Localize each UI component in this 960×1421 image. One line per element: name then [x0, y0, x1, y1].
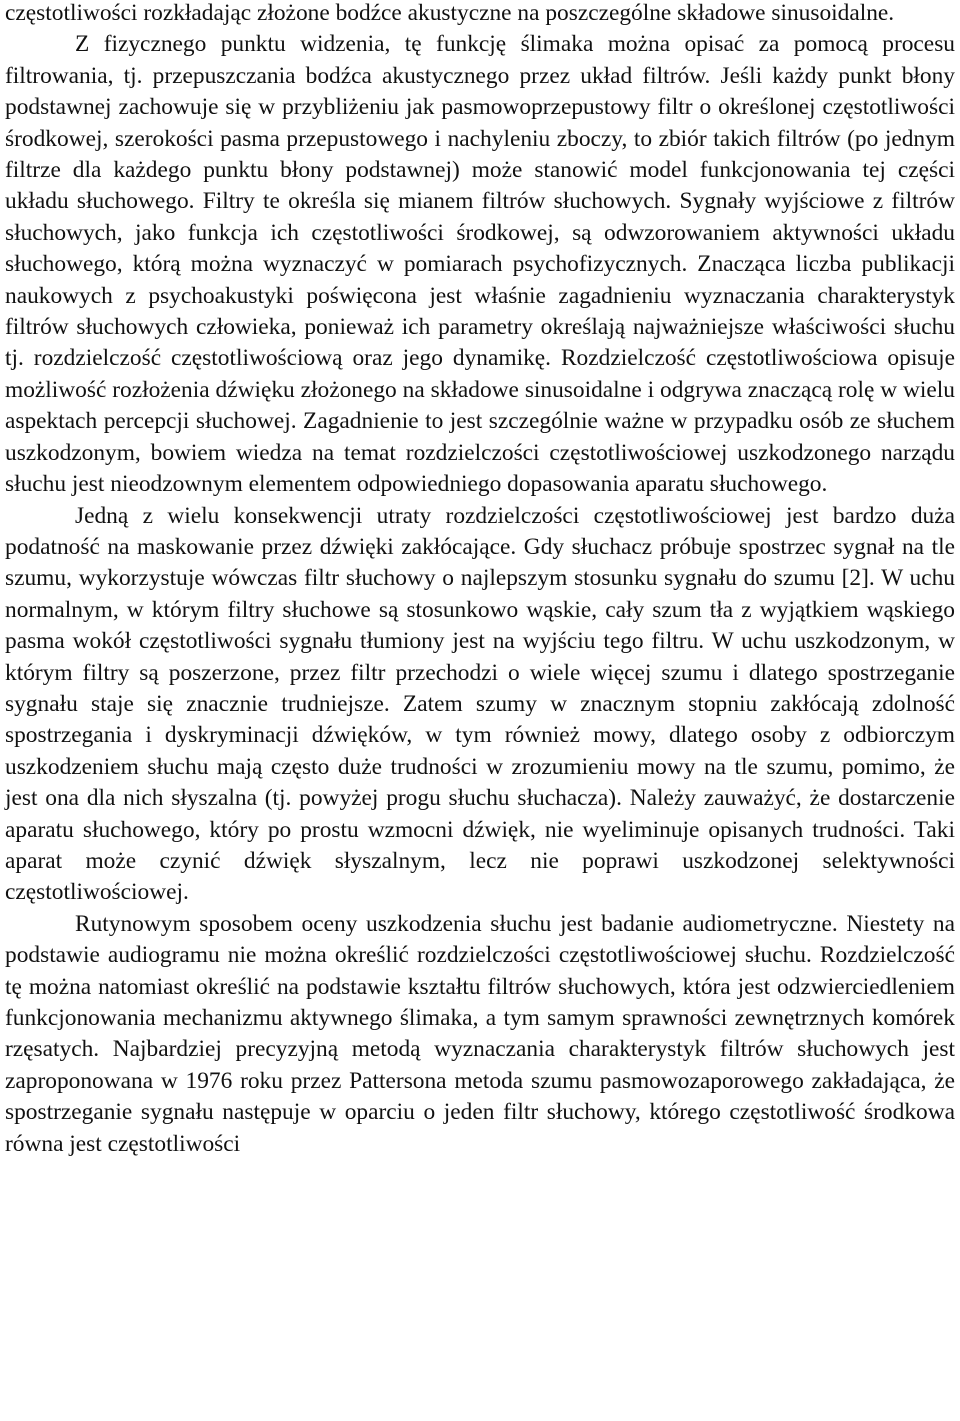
paragraph-filters: Z fizycznego punktu widzenia, tę funkcję ślimaka można opisać za pomocą procesu filtrowania, tj. przepuszczania bodźca akustycznego przez układ filtrów. Jeśli każdy punkt błony podstawnej zachowuje się w przybliżeniu jak pasmowoprzepustowy filtr o określonej częstotliwości środkowej, szerokości pasma przepustowego i nachyleniu zboczy, to zbiór takich filtrów (po jednym filtrze dla każdego punktu błony podstawnej) może stanowić model funkcjonowania tej części układu słuchowego. Filtry te określa się mianem filtrów słuchowych. Sygnały wyjściowe z filtrów słuchowych, jako funkcja ich częstotliwości środkowej, są odwzorowaniem aktywności układu słuchowego, którą można wyznaczyć w pomiarach psychofizycznych. Znacząca liczba publikacji naukowych z psychoakustyki poświęcona jest właśnie zagadnieniu wyznaczania charakterystyk filtrów słuchowych człowieka, ponieważ ich parametry określają najważniejsze właściwości słuchu tj. rozdzielczość częstotliwościową oraz jego dynamikę. Rozdzielczość częstotliwościowa opisuje możliwość rozłożenia dźwięku złożonego na składowe sinusoidalne i odgrywa znaczącą rolę w wielu aspektach percepcji słuchowej. Zagadnienie to jest szczególnie ważne w przypadku osób ze słuchem uszkodzonym, bowiem wiedza na temat rozdzielczości częstotliwościowej uszkodzonego narządu słuchu jest nieodzownym elementem odpowiedniego dopasowania aparatu słuchowego.	[5, 31, 955, 498]
paragraph-audiometry: Rutynowym sposobem oceny uszkodzenia słuchu jest badanie audiometryczne. Niestety na podstawie audiogramu nie można określić rozdzielczości częstotliwościowej słuchu. Rozdzielczość tę można natomiast określić na podstawie kształtu filtrów słuchowych, która jest odzwierciedleniem funkcjonowania mechanizmu aktywnego ślimaka, a tym samym sprawności zewnętrznych komórek rzęsatych. Najbardziej precyzyjną metodą wyznaczania charakterystyk filtrów słuchowych jest zaproponowana w 1976 roku przez Pattersona metoda szumu pasmowozaporowego zakładająca, że spostrzeganie sygnału następuje w oparciu o jeden filtr słuchowy, którego częstotliwość środkowa równa jest częstotliwości	[5, 910, 955, 1157]
paragraph-continuation: częstotliwości rozkładając złożone bodźce akustyczne na poszczególne składowe sinusoidalne.	[5, 0, 895, 26]
paragraph-masking: Jedną z wielu konsekwencji utraty rozdzielczości częstotliwościowej jest bardzo duża podatność na maskowanie przez dźwięki zakłócające. Gdy słuchacz próbuje spostrzec sygnał na tle szumu, wykorzystuje wówczas filtr słuchowy o najlepszym stosunku sygnału do szumu [2]. W uchu normalnym, w którym filtry słuchowe są stosunkowo wąskie, cały szum tła z wyjątkiem wąskiego pasma wokół częstotliwości sygnału tłumiony jest na wyjściu tego filtru. W uchu uszkodzonym, w którym filtry są poszerzone, przez filtr przechodzi o wiele więcej szumu i dlatego spostrzeganie sygnału staje się znacznie trudniejsze. Zatem szumy w znacznym stopniu zakłócają zdolność spostrzegania i dyskryminacji dźwięków, w tym również mowy, dlatego osoby z odbiorczym uszkodzeniem słuchu mają często duże trudności w zrozumieniu mowy na tle szumu, pomimo, że jest ona dla nich słyszalna (tj. powyżej progu słuchu słuchacza). Należy zauważyć, że dostarczenie aparatu słuchowego, który po prostu wzmocni dźwięk, nie wyeliminuje opisanych trudności. Taki aparat może czynić dźwięk słyszalnym, lecz nie poprawi uszkodzonej selektywności częstotliwościowej.	[5, 502, 955, 906]
